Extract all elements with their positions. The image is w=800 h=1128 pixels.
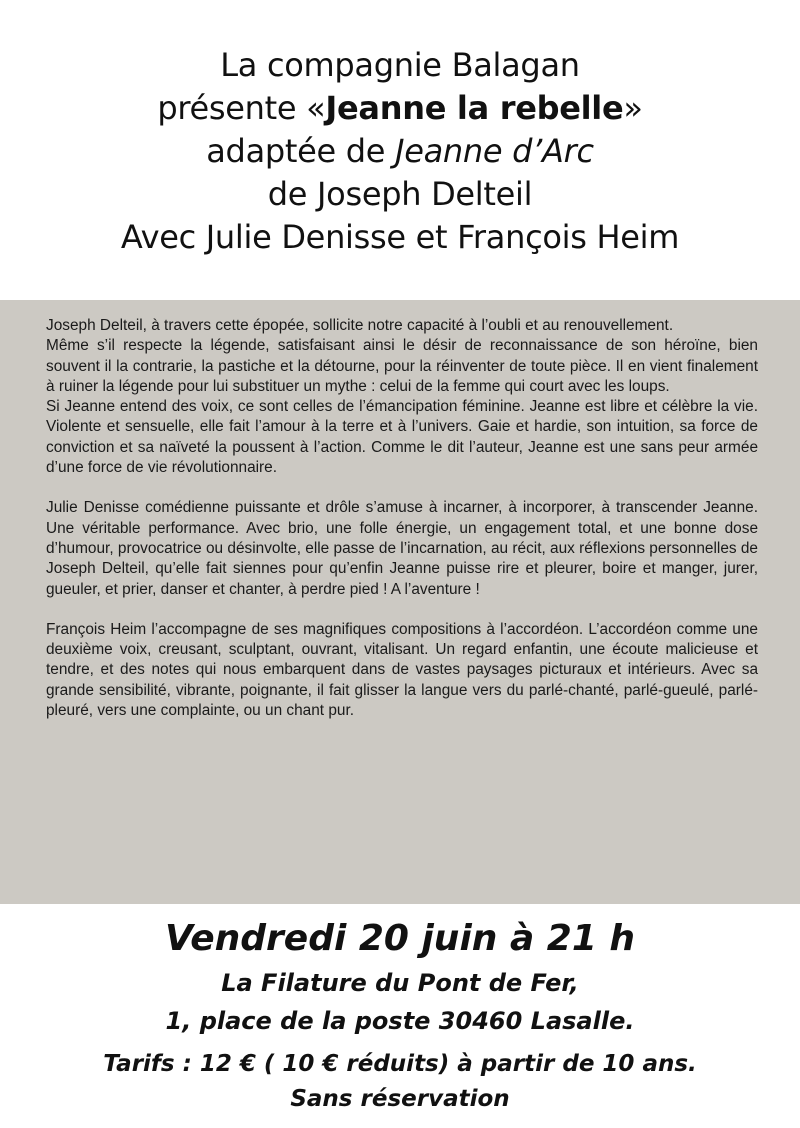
venue-name: La Filature du Pont de Fer, xyxy=(221,969,579,997)
description-paragraph-4: Julie Denisse comédienne puissante et drôle s’amuse à incarner, à incorporer, à transcender Jeanne. Une véritable performance. Avec brio, une folle énergie, un engagement total, et une bonne dose d’humour, provocatrice ou désinvolte, elle passe de l’incarnation, au récit, aux réflexions personnelles de Joseph Delteil, qu’elle fait siennes pour qu’enfin Jeanne puisse rire et pleurer, boire et manger, jurer, gueuler, et prier, danser et chanter, à perdre pied ! A l’aventure ! xyxy=(46,499,758,598)
adaptation-line xyxy=(0,130,800,173)
description-box xyxy=(0,300,800,904)
description-paragraph-2: Même s’il respecte la légende, satisfaisant ainsi le désir de reconnaissance de son héroïne, bien souvent il la contrarie, la pastiche et la détourne, pour la réinventer de toute pièce. Il en vient finalement à ruiner la légende pour lui substituer un mythe : celui de la femme qui court avec les loups. xyxy=(46,337,758,395)
description-paragraph-3: Si Jeanne entend des voix, ce sont celles de l’émancipation féminine. Jeanne est libre et célèbre la vie. Violente et sensuelle, elle fait l’amour à la terre et à l’univers. Gaie et hardie, son intuition, sa force de conviction et sa naïveté la poussent à l’action. Comme le dit l’auteur, Jeanne est une sans peur armée d’une force de vie révolutionnaire. xyxy=(46,398,758,477)
adaptation-prefix: adaptée de xyxy=(206,132,396,170)
venue-address: 1, place de la poste 30460 Lasalle. xyxy=(165,1007,635,1035)
company-line: La compagnie Balagan xyxy=(220,46,580,84)
show-title: Jeanne la rebelle xyxy=(325,89,624,127)
presents-prefix: présente « xyxy=(157,89,326,127)
author-line: de Joseph Delteil xyxy=(267,175,533,213)
cast-line: Avec Julie Denisse et François Heim xyxy=(120,218,680,256)
presents-suffix: » xyxy=(623,89,643,127)
poster-header xyxy=(0,44,800,259)
ticket-prices: Tarifs : 12 € ( 10 € réduits) à partir de 10 ans. xyxy=(103,1051,697,1077)
presents-line xyxy=(0,87,800,130)
description-paragraph-1: Joseph Delteil, à travers cette épopée, sollicite notre capacité à l’oubli et au renouvellement. xyxy=(46,317,674,334)
event-date: Vendredi 20 juin à 21 h xyxy=(164,918,636,959)
source-work-title: Jeanne d’Arc xyxy=(395,132,594,170)
event-info xyxy=(0,914,800,1116)
description-paragraph-5: François Heim l’accompagne de ses magnifiques compositions à l’accordéon. L’accordéon comme une deuxième voix, creusant, sculptant, ouvrant, vitalisant. Un regard enfantin, une écoute malicieuse et tendre, et des notes qui nous embarquent dans de vastes paysages picturaux et intérieurs. Avec sa grande sensibilité, vibrante, poignante, il fait glisser la langue vers du parlé-chanté, parlé-gueulé, parlé-pleuré, vers une complainte, ou un chant pur. xyxy=(46,620,758,720)
reservation-note: Sans réservation xyxy=(290,1086,510,1112)
